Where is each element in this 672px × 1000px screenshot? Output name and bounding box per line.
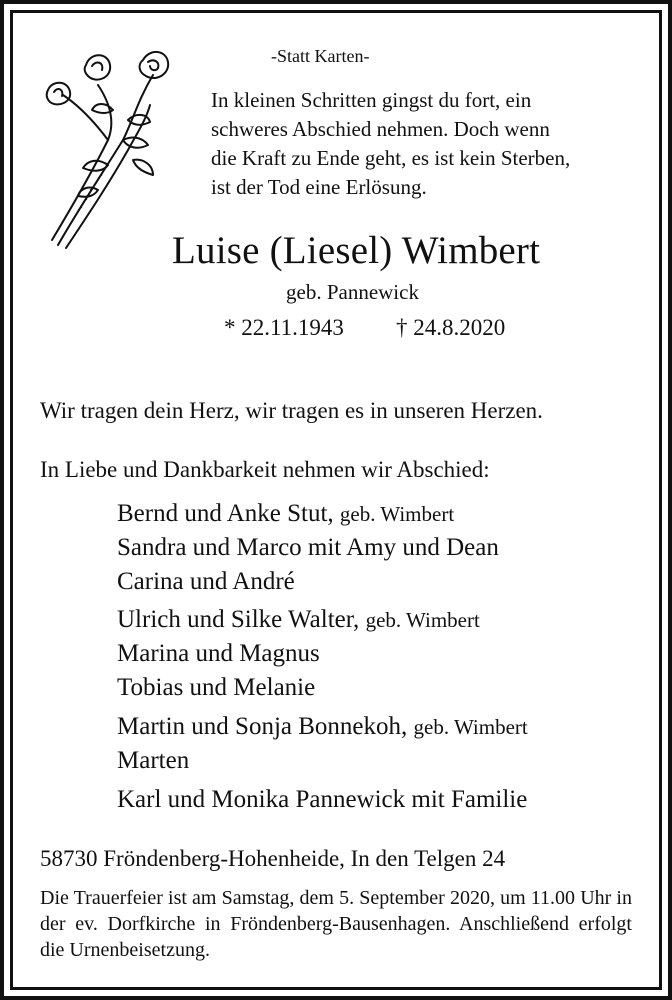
family-line: [117, 640, 320, 668]
family-suffix: geb. Wimbert: [365, 608, 480, 632]
family-names: Carina und André: [117, 568, 295, 595]
family-names: Martin und Sonja Bonnekoh,: [117, 713, 408, 740]
family-names: Tobias und Melanie: [117, 674, 316, 701]
poem-line: schweres Abschied nehmen. Doch wenn: [211, 117, 550, 141]
birth-date: * 22.11.1943: [224, 315, 344, 340]
quote: Wir tragen dein Herz, wir tragen es in unseren Herzen.: [40, 398, 543, 423]
family-line: [117, 534, 499, 562]
family-line: [117, 606, 480, 634]
death-date: † 24.8.2020: [396, 315, 506, 340]
family-names: Sandra und Marco mit Amy und Dean: [117, 534, 499, 561]
family-names: Marten: [117, 747, 190, 774]
family-line: [117, 568, 295, 596]
family-names: Ulrich und Silke Walter,: [117, 606, 360, 633]
poem-line: die Kraft zu Ende geht, es ist kein Sterben,: [211, 146, 571, 170]
statt-karten-label: -Statt Karten-: [271, 46, 370, 66]
poem-line: In kleinen Schritten gingst du fort, ein: [211, 88, 532, 112]
deceased-name: Luise (Liesel) Wimbert: [172, 229, 541, 272]
service-info: Die Trauerfeier ist am Samstag, dem 5. September 2020, um 11.00 Uhr in der ev. Dorfkirche in Fröndenberg-Bausenhagen. Anschließend erfolgt die Urnenbeisetzung.: [40, 887, 632, 961]
family-suffix: geb. Wimbert: [413, 715, 528, 739]
family-names: Bernd und Anke Stut,: [117, 500, 334, 527]
family-line: [117, 747, 189, 775]
farewell-intro: In Liebe und Dankbarkeit nehmen wir Abschied:: [40, 457, 490, 482]
family-line: [117, 786, 527, 814]
birth-name: geb. Pannewick: [286, 280, 419, 304]
roses-illustration-icon: [38, 40, 173, 250]
family-line: [117, 713, 528, 741]
family-suffix: geb. Wimbert: [339, 502, 455, 526]
family-line: [117, 674, 315, 702]
family-names: Marina und Magnus: [117, 640, 320, 667]
family-names: Karl und Monika Pannewick mit Familie: [117, 786, 528, 813]
family-line: [117, 500, 454, 528]
poem-line: ist der Tod eine Erlösung.: [211, 175, 427, 199]
address: 58730 Fröndenberg-Hohenheide, In den Telgen 24: [40, 846, 506, 871]
poem: [211, 86, 570, 202]
